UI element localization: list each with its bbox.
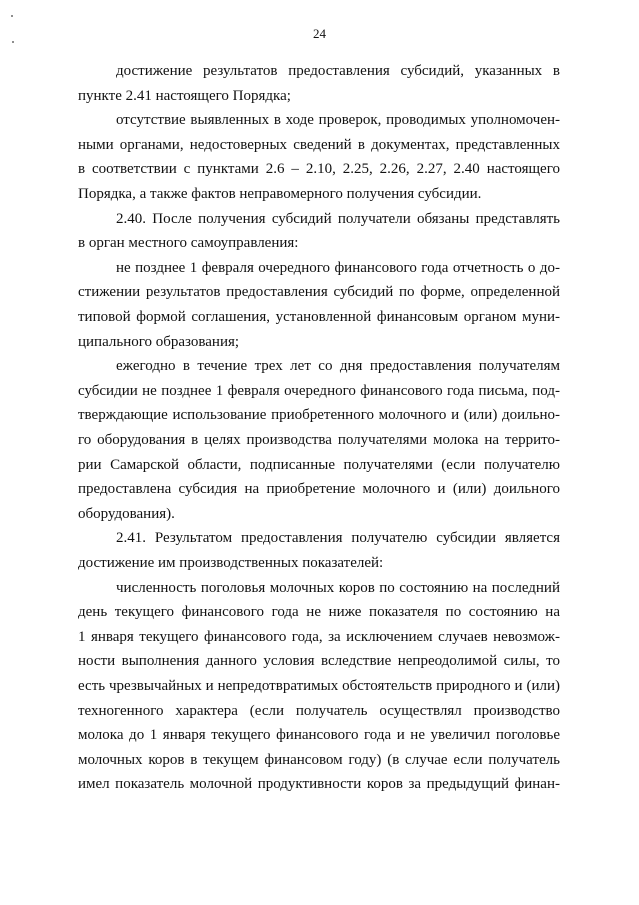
page-number: 24 bbox=[313, 26, 326, 41]
text-line: достижение результатов предоставления субсидий, указанных в bbox=[116, 63, 560, 79]
scan-speck bbox=[11, 15, 13, 17]
text-line: ежегодно в течение трех лет со дня предоставления получателям bbox=[116, 358, 560, 375]
text-line: субсидии не позднее 1 февраля очередного финансового года письма, под- bbox=[78, 382, 560, 399]
text-line: молока до 1 января текущего финансового года и не увеличил поголовье bbox=[78, 727, 560, 744]
text-line: 2.41. Результатом предоставления получателю субсидии является bbox=[116, 530, 560, 547]
text-line: день текущего финансового года не ниже показателя по состоянию на bbox=[78, 604, 560, 621]
text-line: типовой формой соглашения, установленной финансовым органом муни- bbox=[78, 309, 560, 325]
text-line: ципального образования; bbox=[78, 333, 240, 350]
text-line: 2.40. После получения субсидий получатели обязаны представлять bbox=[116, 210, 560, 227]
text-line: го оборудования в целях производства получателями молока на террито- bbox=[78, 432, 560, 448]
text-line: предоставлена субсидия на приобретение молочного и (или) доильного bbox=[78, 481, 560, 498]
text-line: Порядка, а также фактов неправомерного получения субсидии. bbox=[78, 186, 482, 202]
text-line: пункте 2.41 настоящего Порядка; bbox=[78, 87, 291, 104]
text-line: достижение им производственных показателей: bbox=[78, 555, 384, 571]
text-line: оборудования). bbox=[78, 505, 175, 522]
text-line: отсутствие выявленных в ходе проверок, проводимых уполномочен- bbox=[116, 112, 560, 129]
text-line: 1 января текущего финансового года, за исключением случаев невозмож- bbox=[78, 628, 560, 645]
text-line: есть чрезвычайных и непредотвратимых обстоятельств природного и (или) bbox=[78, 678, 560, 694]
text-line: рии Самарской области, подписанные получателями (если получателю bbox=[78, 456, 560, 473]
text-line: ности выполнения данного условия вследствие непреодолимой силы, то bbox=[78, 653, 560, 670]
text-line: не позднее 1 февраля очередного финансового года отчетность о до- bbox=[116, 259, 560, 276]
text-line: тверждающие использование приобретенного молочного и (или) доильно- bbox=[78, 407, 560, 424]
text-line: ными органами, недостоверных сведений в документах, представленных bbox=[78, 136, 560, 153]
text-line: в орган местного самоуправления: bbox=[78, 235, 299, 252]
text-line: молочных коров в текущем финансовом году) (в случае если получатель bbox=[78, 751, 560, 768]
text-line: стижении результатов предоставления субсидий по форме, определенной bbox=[78, 284, 560, 301]
text-line: численность поголовья молочных коров по состоянию на последний bbox=[116, 579, 560, 596]
text-line: техногенного характера (если получатель осуществлял производство bbox=[78, 702, 560, 719]
text-line: имел показатель молочной продуктивности коров за предыдущий финан- bbox=[78, 776, 560, 793]
text-line: в соответствии с пунктами 2.6 – 2.10, 2.25, 2.26, 2.27, 2.40 настоящего bbox=[78, 161, 560, 178]
